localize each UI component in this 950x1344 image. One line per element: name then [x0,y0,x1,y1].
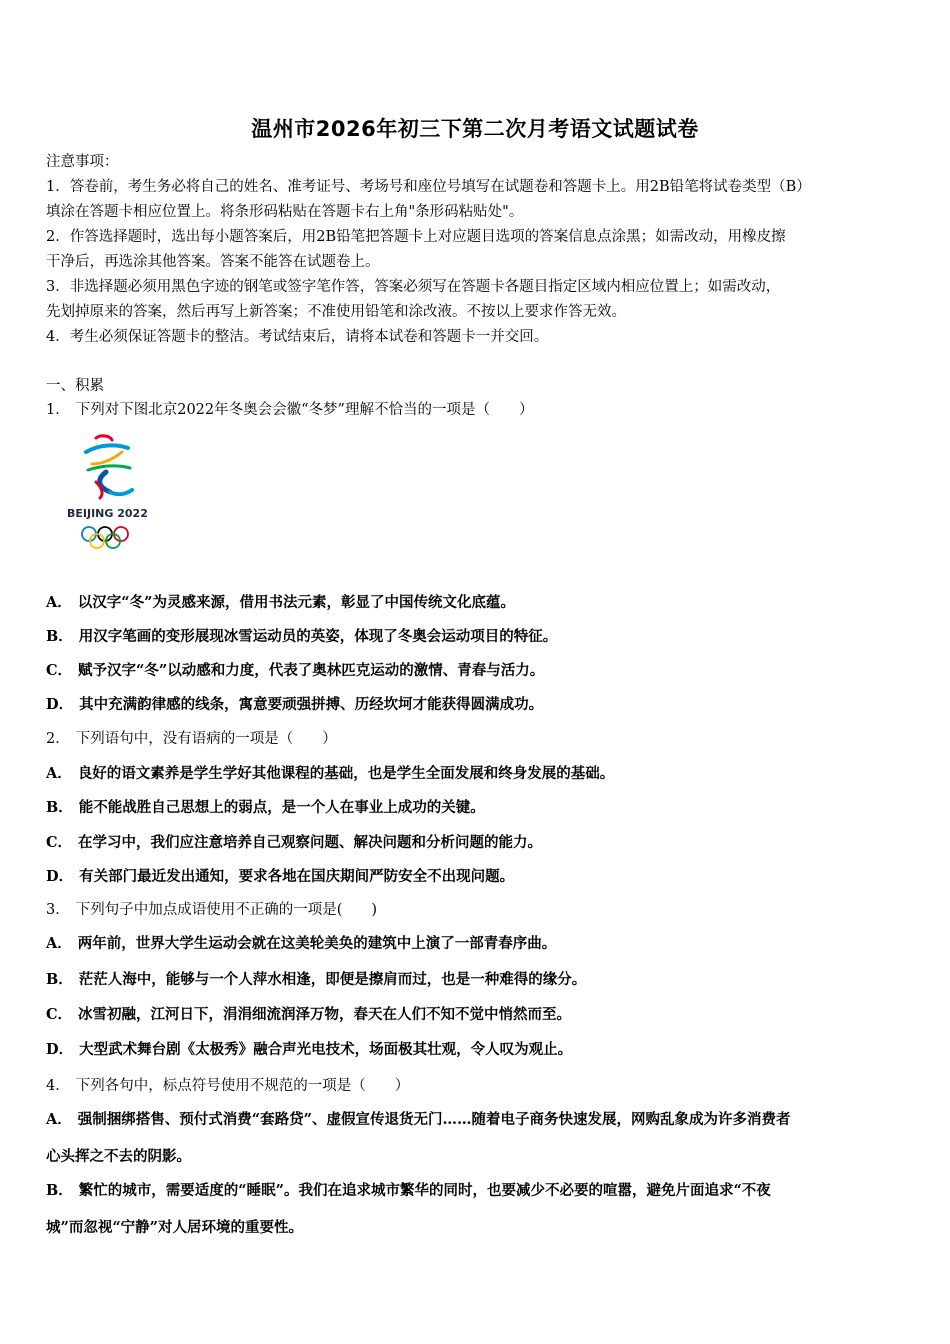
option-line [46,627,557,647]
question-text: 下列各句中，标点符号使用不规范的一项是（ ） [75,1078,410,1094]
notice-line: 干净后，再选涂其他答案。答案不能答在试题卷上。 [46,254,380,270]
option-letter: C． [46,834,73,851]
option-line [46,593,515,613]
notice-heading: 注意事项： [46,154,119,170]
option-text: 繁忙的城市，需要适度的“睡眠”。我们在追求城市繁华的同时，也要减少不必要的喧嚣，避免片面追求“不夜 [78,1182,771,1199]
exam-title: 温州市2026年初三下第二次月考语文试题试卷 [251,117,699,141]
section-heading: 一、积累 [46,378,104,394]
option-text: 以汉字“冬”为灵感来源，借用书法元素，彰显了中国传统文化底蕴。 [77,594,515,611]
beijing-2022-emblem [66,430,156,560]
question-stem [46,900,377,920]
option-text: 强制捆绑搭售、预付式消费“套路贷”、虚假宣传退货无门……随着电子商务快速发展，网购乱象成为许多消费者 [77,1111,791,1128]
option-line [46,867,514,887]
question-stem [46,1076,409,1096]
emblem-text: BEIJING 2022 [67,507,148,520]
option-letter: B． [46,799,73,816]
notice-line: 1．答卷前，考生务必将自己的姓名、准考证号、考场号和座位号填写在试题卷和答题卡上。用2B铅笔将试卷类型（B） [46,179,811,195]
option-text: 在学习中，我们应注意培养自己观察问题、解决问题和分析问题的能力。 [78,834,543,851]
option-text: 能不能战胜自己思想上的弱点，是一个人在事业上成功的关键。 [78,799,485,816]
option-letter: D． [46,1041,74,1058]
option-letter: B． [46,971,73,988]
option-line [46,764,614,784]
option-continuation: 城”而忽视“宁静”对人居环境的重要性。 [46,1219,304,1236]
option-letter: C． [46,1006,73,1023]
option-line [46,970,586,990]
winter-dream-emblem-icon [66,430,156,560]
question-text: 下列对下图北京2022年冬奥会会徽“冬梦”理解不恰当的一项是（ ） [75,402,534,418]
option-line [46,695,543,715]
question-number: 4． [46,1078,70,1094]
option-text: 两年前，世界大学生运动会就在这美轮美奂的建筑中上演了一部青春序曲。 [77,935,557,952]
option-line [46,1181,771,1201]
option-line [46,661,544,681]
option-letter: B． [46,1182,73,1199]
option-letter: A． [46,1111,72,1128]
option-text: 有关部门最近发出通知，要求各地在国庆期间严防安全不出现问题。 [79,868,515,885]
option-text: 良好的语文素养是学生学好其他课程的基础，也是学生全面发展和终身发展的基础。 [77,765,615,782]
notice-line: 4．考生必须保证答题卡的整洁。考试结束后，请将本试卷和答题卡一并交回。 [46,329,549,345]
option-text: 赋予汉字“冬”以动感和力度，代表了奥林匹克运动的激情、青春与活力。 [78,662,545,679]
option-text: 茫茫人海中，能够与一个人萍水相逢，即便是擦肩而过，也是一种难得的缘分。 [78,971,587,988]
option-letter: C． [46,662,73,679]
option-line [46,798,485,818]
notice-line: 2．作答选择题时，选出每小题答案后，用2B铅笔把答题卡上对应题目选项的答案信息点涂黑；如需改动，用橡皮擦 [46,229,786,245]
option-line [46,1110,790,1130]
question-number: 2． [46,731,70,747]
question-number: 3． [46,902,70,918]
option-text: 冰雪初融，江河日下，涓涓细流润泽万物，春天在人们不知不觉中悄然而至。 [78,1006,572,1023]
option-letter: B． [46,628,73,645]
notice-line: 先划掉原来的答案，然后再写上新答案；不准使用铅笔和涂改液。不按以上要求作答无效。 [46,304,626,320]
option-letter: A． [46,935,72,952]
option-line [46,934,556,954]
option-line [46,1005,571,1025]
option-letter: A． [46,594,72,611]
option-letter: D． [46,868,74,885]
question-stem [46,729,337,749]
option-text: 其中充满韵律感的线条，寓意要顽强拼搏、历经坎坷才能获得圆满成功。 [79,696,544,713]
notice-line: 3．非选择题必须用黑色字迹的钢笔或签字笔作答，答案必须写在答题卡各题目指定区域内相应位置上；如需改动， [46,279,781,295]
question-stem [46,400,533,420]
option-letter: D． [46,696,74,713]
option-line [46,1040,572,1060]
question-text: 下列语句中，没有语病的一项是（ ） [75,731,337,747]
option-line [46,833,542,853]
option-continuation: 心头挥之不去的阴影。 [46,1148,191,1165]
question-text: 下列句子中加点成语使用不正确的一项是( ) [75,902,378,918]
option-text: 用汉字笔画的变形展现冰雪运动员的英姿，体现了冬奥会运动项目的特征。 [78,628,558,645]
option-text: 大型武术舞台剧《太极秀》融合声光电技术，场面极其壮观，令人叹为观止。 [79,1041,573,1058]
question-number: 1． [46,402,70,418]
notice-line: 填涂在答题卡相应位置上。将条形码粘贴在答题卡右上角"条形码粘贴处"。 [46,204,524,220]
option-letter: A． [46,765,72,782]
